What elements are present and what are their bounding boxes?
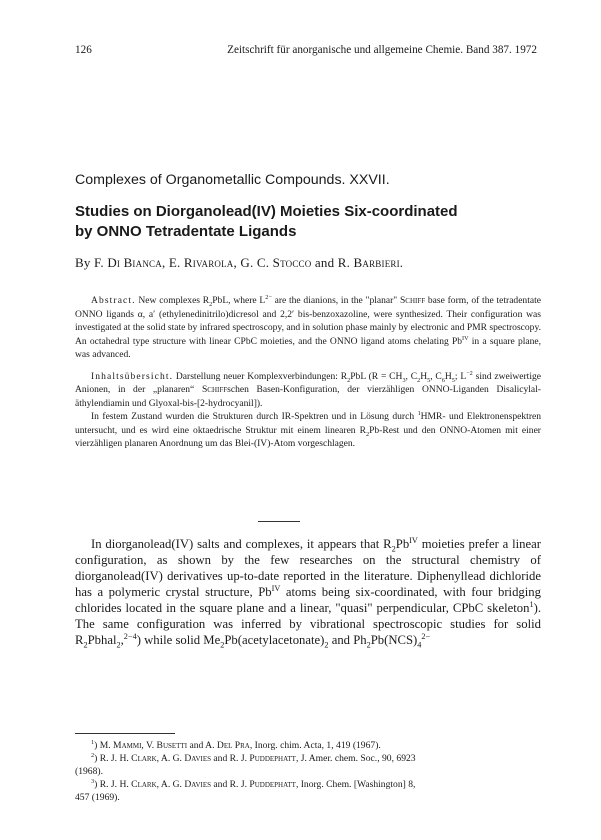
author-name: Rivarola	[183, 255, 234, 270]
abstract-lead: Inhaltsübersicht.	[91, 370, 174, 382]
author-initials: E.	[168, 255, 181, 270]
author-line: By F. Di Bianca, E. Rivarola, G. C. Stocco and R. Barbieri.	[75, 255, 404, 270]
abstract-german-2: In festem Zustand wurden die Strukturen durch IR-Spektren und in Lösung durch $^1$HMR- und Elektronenspektren untersucht, und es wird eine oktaedrische Struktur mit einem linearen $R_2Pb$-Rest und den ONNO-Atomen mit einer vierzähligen planaren Anordnung um das Blei-(IV)-Atom vorgeschlagen.	[75, 409, 542, 449]
article-title	[75, 202, 545, 242]
author-name: Stocco	[272, 255, 312, 270]
body-text	[75, 536, 541, 648]
abstract-german: Inhaltsübersicht. Darstellung neuer Komplexverbindungen: $R_2PbL$ ($R = CH_3$, $C_2H_5$, $C_6H_5$; $L^{-2}$ sind zweiwertige Anionen, in der „planaren“ Schiffschen Basen-Konfiguration, der vierzähligen ONNO-Liganden Disalicylal-äthylendiamin und Glyoxal-bis-[2-hydrocyanil]).	[75, 369, 541, 409]
abstract-lead: Abstract.	[91, 295, 136, 306]
abstract-english: Abstract. New complexes $R_2PbL$, where $L^{2-}$ are the dianions, in the "planar" Schiff base form, of the tetradentate ONNO ligands α, a′ (ethylenedinitrilo)dicresol and 2,2′ bis-benzoxazoline, were synthesized. Their configuration was investigated at the solid state by infrared spectroscopy, and in solution phase mainly by electronic and PMR spectroscopy. An octahedral type structure with linear CPbC moieties, and the ONNO ligand atoms chelating $Pb^{IV}$ in a square plane, was advanced.	[75, 293, 542, 360]
author-name: Di Bianca	[107, 255, 162, 270]
author-name: Schiff	[201, 384, 228, 395]
abstracts	[75, 294, 541, 451]
section-divider	[258, 521, 300, 522]
footnote: $^3$) R. J. H. Clark, A. G. Davies and R. J. Puddephatt, Inorg. Chem. [Washington] 8, 457 (1969).	[75, 777, 416, 803]
and-word: and	[314, 255, 335, 270]
author-initials: F.	[94, 255, 104, 270]
journal-citation: Zeitschrift für anorganische und allgemeine Chemie. Band 387. 1972	[227, 44, 537, 56]
footnote: $^2$) R. J. H. Clark, A. G. Davies and R. J. Puddephatt, J. Amer. chem. Soc., 90, 6923 (1968).	[75, 751, 416, 777]
author-initials: G. C.	[240, 255, 270, 270]
footnotes	[75, 739, 541, 804]
page-number: 126	[75, 44, 92, 56]
by-word: By	[75, 255, 91, 270]
body-paragraph: In diorganolead(IV) salts and complexes, it appears that $R_2Pb^{IV}$ moieties prefer a linear configuration, as shown by the few researches on the structural chemistry of diorganolead(IV) derivatives up-to-date reported in the literature. Diphenyllead dichloride has a polymeric crystal structure, $Pb^{IV}$ atoms being six-coordinated, with four bridging chlorides located in the square plane and a linear, "quasi" perpendicular, CPbC skeleton$^1$). The same configuration was inferred by vibrational spectroscopic studies for solid $R_2Pbhal_2,^{2-4}$) while solid $Me_2Pb(acetylacetonate)_2$ and $Ph_2Pb(NCS)_4^{2-}$	[75, 535, 541, 650]
footnote-rule	[75, 733, 175, 734]
author-initials: R.	[337, 255, 351, 270]
footnote: $^1$) M. Mammi, V. Busetti and A. Del Pra, Inorg. chim. Acta, 1, 419 (1967).	[91, 738, 381, 751]
author-name: Schiff	[399, 295, 426, 306]
article-title-line-1: Studies on Diorganolead(IV) Moieties Six-coordinated	[75, 203, 458, 220]
article-title-line-2: by ONNO Tetradentate Ligands	[75, 223, 297, 240]
series-title: Complexes of Organometallic Compounds. XXVII.	[75, 172, 390, 188]
running-header	[75, 44, 537, 58]
author-name: Barbieri.	[353, 255, 404, 270]
